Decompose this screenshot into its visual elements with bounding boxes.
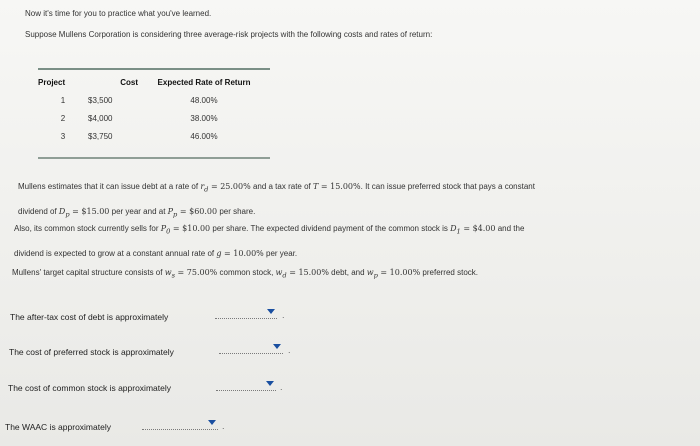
header-project: Project — [38, 78, 66, 87]
table-row — [38, 93, 270, 111]
period: . — [222, 421, 225, 431]
project-number: 3 — [60, 132, 66, 141]
preferred-stock-dropdown[interactable] — [219, 341, 283, 354]
header-cost: Cost — [120, 78, 138, 87]
project-cost: $3,750 — [88, 132, 113, 141]
waac-dropdown[interactable] — [142, 417, 218, 430]
table-bottom-rule — [38, 157, 270, 159]
dropdown-arrow-icon — [266, 381, 274, 386]
common-stock-paragraph: Also, its common stock currently sells for $P_0$ = $10.00 per share. The expected dividend payment of the common stock is $D_1$ = $4.00 and the dividend is expected to grow at a constant annual rate of g = 10.00% per year. — [14, 224, 525, 258]
project-number: 2 — [60, 114, 66, 123]
project-number: 1 — [60, 96, 66, 105]
period: . — [288, 345, 291, 355]
after-tax-debt-dropdown[interactable] — [215, 306, 277, 319]
debt-preferred-paragraph: Mullens estimates that it can issue debt at a rate of $r_d = 25.00\%$ and a tax rate of T = 15.00%. It can issue preferred stock that pays a constant dividend of $D_p$ = $15.00 per year and at $P_p$ = $60.00 per share. — [18, 182, 535, 219]
project-rate: 48.00% — [190, 96, 218, 105]
dropdown-arrow-icon — [267, 309, 275, 314]
intro-text: Now it's time for you to practice what you've learned. — [25, 9, 212, 18]
header-rate: Expected Rate of Return — [157, 78, 251, 87]
after-tax-debt-question: The after-tax cost of debt is approximately — [10, 312, 169, 322]
projects-table — [38, 68, 270, 159]
project-cost: $4,000 — [88, 114, 113, 123]
problem-statement: Suppose Mullens Corporation is considering three average-risk projects with the following costs and rates of return: — [25, 30, 433, 39]
table-top-rule — [38, 68, 270, 70]
common-stock-dropdown[interactable] — [216, 378, 276, 391]
waac-question: The WAAC is approximately — [5, 422, 111, 432]
project-cost: $3,500 — [88, 96, 113, 105]
dropdown-arrow-icon — [273, 344, 281, 349]
table-row — [38, 111, 270, 129]
project-rate: 46.00% — [190, 132, 218, 141]
table-row — [38, 129, 270, 147]
table-header-row — [38, 76, 270, 93]
period: . — [280, 382, 283, 392]
dropdown-arrow-icon — [208, 420, 216, 425]
period: . — [282, 310, 285, 320]
project-rate: 38.00% — [190, 114, 218, 123]
common-stock-question: The cost of common stock is approximately — [8, 383, 171, 393]
preferred-stock-question: The cost of preferred stock is approximately — [9, 347, 174, 357]
capital-structure-paragraph: Mullens' target capital structure consists of $w_s = 75.00\%$ common stock, $w_d = 15.00\%$ debt, and $w_p = 10.00\%$ preferred stock. — [12, 268, 478, 280]
